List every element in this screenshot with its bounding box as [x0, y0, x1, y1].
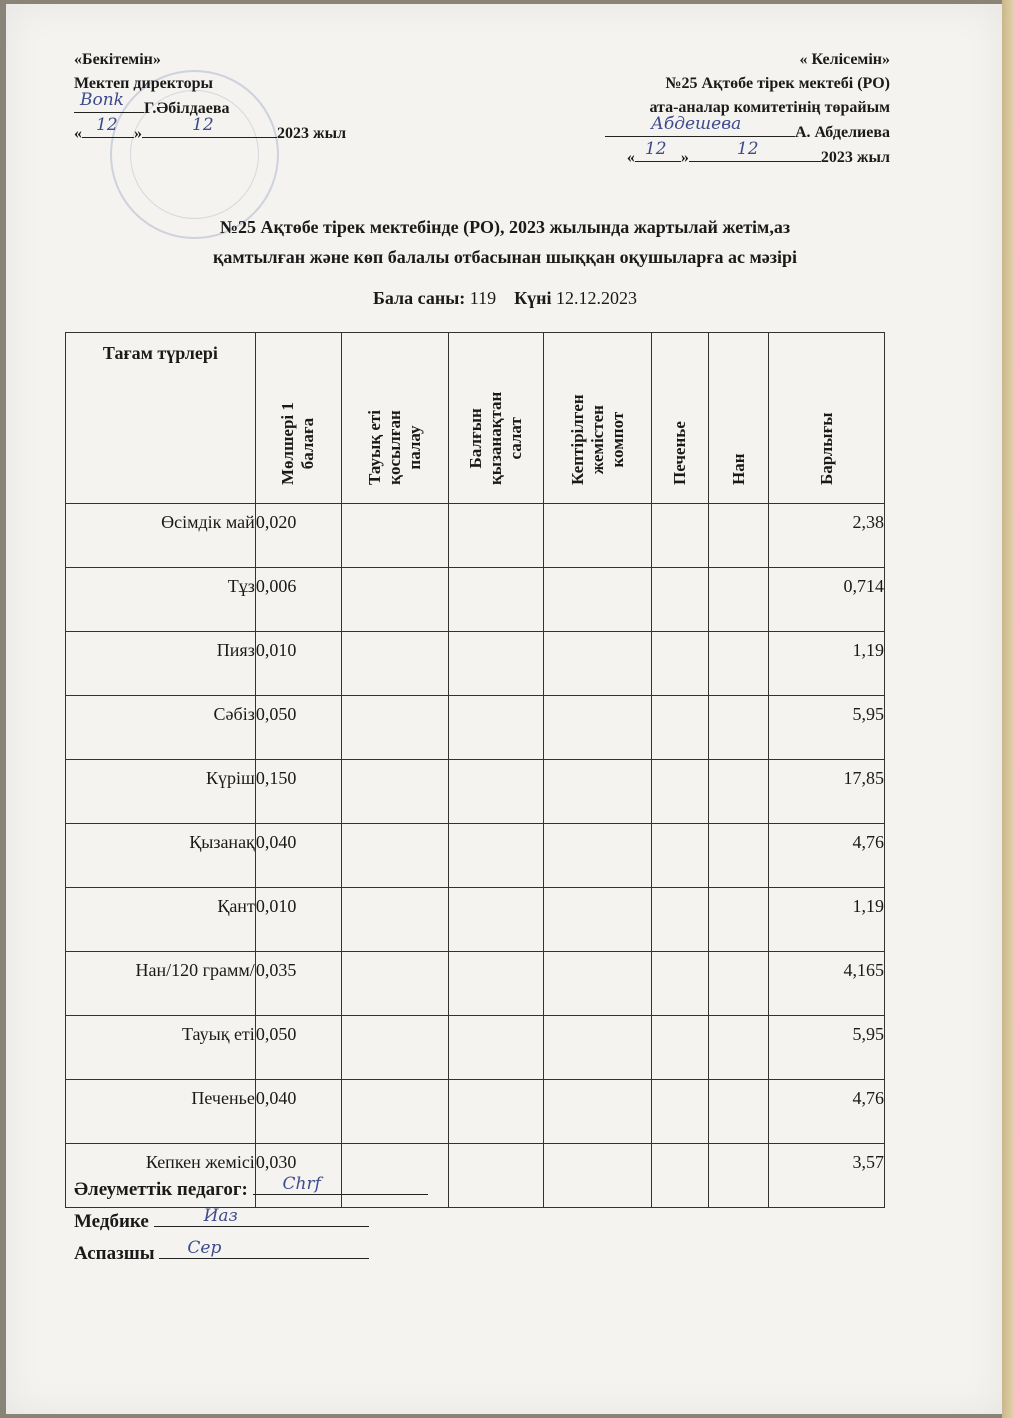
empty-cell [544, 1080, 652, 1144]
column-header [652, 333, 709, 504]
empty-cell [341, 1080, 448, 1144]
qty-per-child: 0,020 [255, 504, 341, 568]
qty-per-child: 0,006 [255, 568, 341, 632]
empty-cell [544, 568, 652, 632]
empty-cell [544, 1016, 652, 1080]
empty-cell [709, 1080, 769, 1144]
table-body [66, 504, 885, 1208]
empty-cell [544, 888, 652, 952]
column-header [341, 333, 448, 504]
empty-cell [341, 952, 448, 1016]
qty-per-child: 0,050 [255, 696, 341, 760]
total-amount: 5,95 [769, 696, 885, 760]
cook-signature: Сер [187, 1238, 222, 1258]
table-row [66, 632, 885, 696]
children-label: Бала саны: [372, 288, 466, 308]
table-row [66, 1080, 885, 1144]
table-row [66, 952, 885, 1016]
empty-cell [448, 952, 544, 1016]
table-row [66, 504, 885, 568]
empty-cell [448, 1080, 544, 1144]
agreement-date: « 12 » 12 2023 жыл [626, 139, 890, 166]
total-amount: 1,19 [769, 888, 885, 952]
nurse-line [74, 1208, 369, 1233]
column-header [769, 333, 885, 504]
page-edge [1002, 0, 1014, 1418]
table-header-row [66, 333, 885, 504]
empty-cell [448, 760, 544, 824]
empty-cell [341, 632, 448, 696]
agree-label: « Келісемін» [799, 51, 890, 68]
empty-cell [652, 888, 709, 952]
empty-cell [709, 632, 769, 696]
empty-cell [652, 632, 709, 696]
product-name: Күріш [66, 760, 256, 824]
product-name: Нан/120 грамм/ [66, 952, 256, 1016]
column-header [709, 333, 769, 504]
empty-cell [709, 568, 769, 632]
empty-cell [341, 1016, 448, 1080]
empty-cell [652, 1144, 709, 1208]
title-line-1: №25 Ақтөбе тірек мектебінде (РО), 2023 жылында жартылай жетім,аз [219, 217, 791, 237]
director-signature-line [74, 90, 414, 121]
empty-cell [652, 1080, 709, 1144]
product-name: Печенье [66, 1080, 256, 1144]
total-amount: 5,95 [769, 1016, 885, 1080]
column-header-label: Барлығы [816, 412, 836, 485]
column-header-label: Нан [728, 453, 748, 485]
qty-per-child: 0,040 [255, 1080, 341, 1144]
empty-cell [341, 888, 448, 952]
empty-cell [544, 824, 652, 888]
empty-cell [448, 1144, 544, 1208]
empty-cell [448, 696, 544, 760]
product-name: Қант [66, 888, 256, 952]
empty-cell [652, 568, 709, 632]
agreement-date-day: 12 [644, 139, 667, 159]
qty-per-child: 0,010 [255, 888, 341, 952]
empty-cell [709, 696, 769, 760]
column-header [448, 333, 544, 504]
empty-cell [709, 760, 769, 824]
nurse-signature: Иаз [203, 1206, 238, 1226]
qty-per-child: 0,035 [255, 952, 341, 1016]
column-header [255, 333, 341, 504]
empty-cell [544, 632, 652, 696]
director-signature: Bonk [80, 90, 124, 110]
approve-label: «Бекітемін» [74, 51, 161, 68]
product-name: Кепкен жемісі [66, 1144, 256, 1208]
empty-cell [652, 1016, 709, 1080]
menu-table [65, 332, 885, 1208]
approval-date: « 12 » 12 2023 жыл [74, 115, 347, 142]
empty-cell [448, 504, 544, 568]
column-header [544, 333, 652, 504]
empty-cell [544, 504, 652, 568]
approval-date-year: 2023 жыл [277, 125, 347, 142]
empty-cell [341, 568, 448, 632]
empty-cell [448, 888, 544, 952]
table-row [66, 568, 885, 632]
total-amount: 3,57 [769, 1144, 885, 1208]
empty-cell [448, 632, 544, 696]
empty-cell [448, 1016, 544, 1080]
empty-cell [448, 824, 544, 888]
chair-signature-line [560, 114, 890, 145]
total-amount: 4,76 [769, 1080, 885, 1144]
committee-position: ата-аналар комитетінің төрайым [649, 99, 890, 116]
product-name: Өсімдік май [66, 504, 256, 568]
total-amount: 4,76 [769, 824, 885, 888]
product-name: Тауық еті [66, 1016, 256, 1080]
empty-cell [544, 760, 652, 824]
qty-per-child: 0,050 [255, 1016, 341, 1080]
approval-block [74, 48, 414, 146]
column-header-label: Мөлшері 1 балаға [278, 402, 318, 485]
social-pedagog-signature: Chrf [282, 1174, 321, 1194]
committee-org: №25 Ақтөбе тірек мектебі (РО) [665, 75, 890, 92]
empty-cell [544, 1144, 652, 1208]
agreement-block [560, 48, 890, 170]
approval-date-month: 12 [192, 115, 214, 135]
column-header: Тағам түрлері [66, 333, 256, 504]
empty-cell [341, 504, 448, 568]
empty-cell [709, 504, 769, 568]
column-header-label: Печенье [670, 421, 690, 485]
empty-cell [652, 504, 709, 568]
column-header-label: Балғын қызанақтан салат [465, 391, 525, 485]
day-value: 12.12.2023 [556, 288, 638, 308]
empty-cell [709, 1144, 769, 1208]
empty-cell [709, 888, 769, 952]
empty-cell [652, 824, 709, 888]
qty-per-child: 0,150 [255, 760, 341, 824]
qty-per-child: 0,010 [255, 632, 341, 696]
director-name: Г.Әбілдаева [144, 100, 230, 117]
chair-name: А. Абделиева [794, 124, 890, 141]
empty-cell [652, 952, 709, 1016]
chair-signature: Абдешева [650, 114, 742, 134]
column-header-label: Тауық еті қосылған палау [364, 410, 424, 485]
total-amount: 0,714 [769, 568, 885, 632]
menu-info [90, 288, 920, 309]
empty-cell [652, 760, 709, 824]
table-row [66, 1016, 885, 1080]
table-row [66, 824, 885, 888]
product-name: Қызанақ [66, 824, 256, 888]
title-line-2: қамтылған және көп балалы отбасынан шыққан оқушыларға ас мәзірі [212, 247, 798, 267]
agreement-date-month: 12 [736, 139, 759, 159]
total-amount: 4,165 [769, 952, 885, 1016]
director-position: Мектеп директоры [74, 75, 213, 92]
product-name: Пияз [66, 632, 256, 696]
empty-cell [709, 952, 769, 1016]
empty-cell [652, 696, 709, 760]
qty-per-child: 0,030 [255, 1144, 341, 1208]
total-amount: 1,19 [769, 632, 885, 696]
children-count: 119 [469, 288, 497, 308]
document-title [90, 212, 920, 272]
table-row [66, 888, 885, 952]
social-pedagog-line [74, 1176, 428, 1201]
cook-label: Аспазшы [74, 1243, 155, 1264]
empty-cell [709, 824, 769, 888]
cook-line [74, 1240, 369, 1265]
empty-cell [341, 824, 448, 888]
qty-per-child: 0,040 [255, 824, 341, 888]
empty-cell [544, 696, 652, 760]
empty-cell [709, 1016, 769, 1080]
nurse-label: Медбике [74, 1211, 149, 1232]
total-amount: 2,38 [769, 504, 885, 568]
column-header-label: Кептірілген жемістен компот [567, 394, 627, 485]
day-label: Күні [514, 288, 552, 308]
social-pedagog-label: Әлеуметтік педагог: [74, 1179, 248, 1200]
empty-cell [448, 568, 544, 632]
approval-date-day: 12 [96, 115, 118, 135]
table-row [66, 696, 885, 760]
product-name: Тұз [66, 568, 256, 632]
empty-cell [544, 952, 652, 1016]
agreement-date-year: 2023 жыл [820, 149, 890, 166]
table-row [66, 760, 885, 824]
total-amount: 17,85 [769, 760, 885, 824]
product-name: Сәбіз [66, 696, 256, 760]
empty-cell [341, 760, 448, 824]
empty-cell [341, 696, 448, 760]
